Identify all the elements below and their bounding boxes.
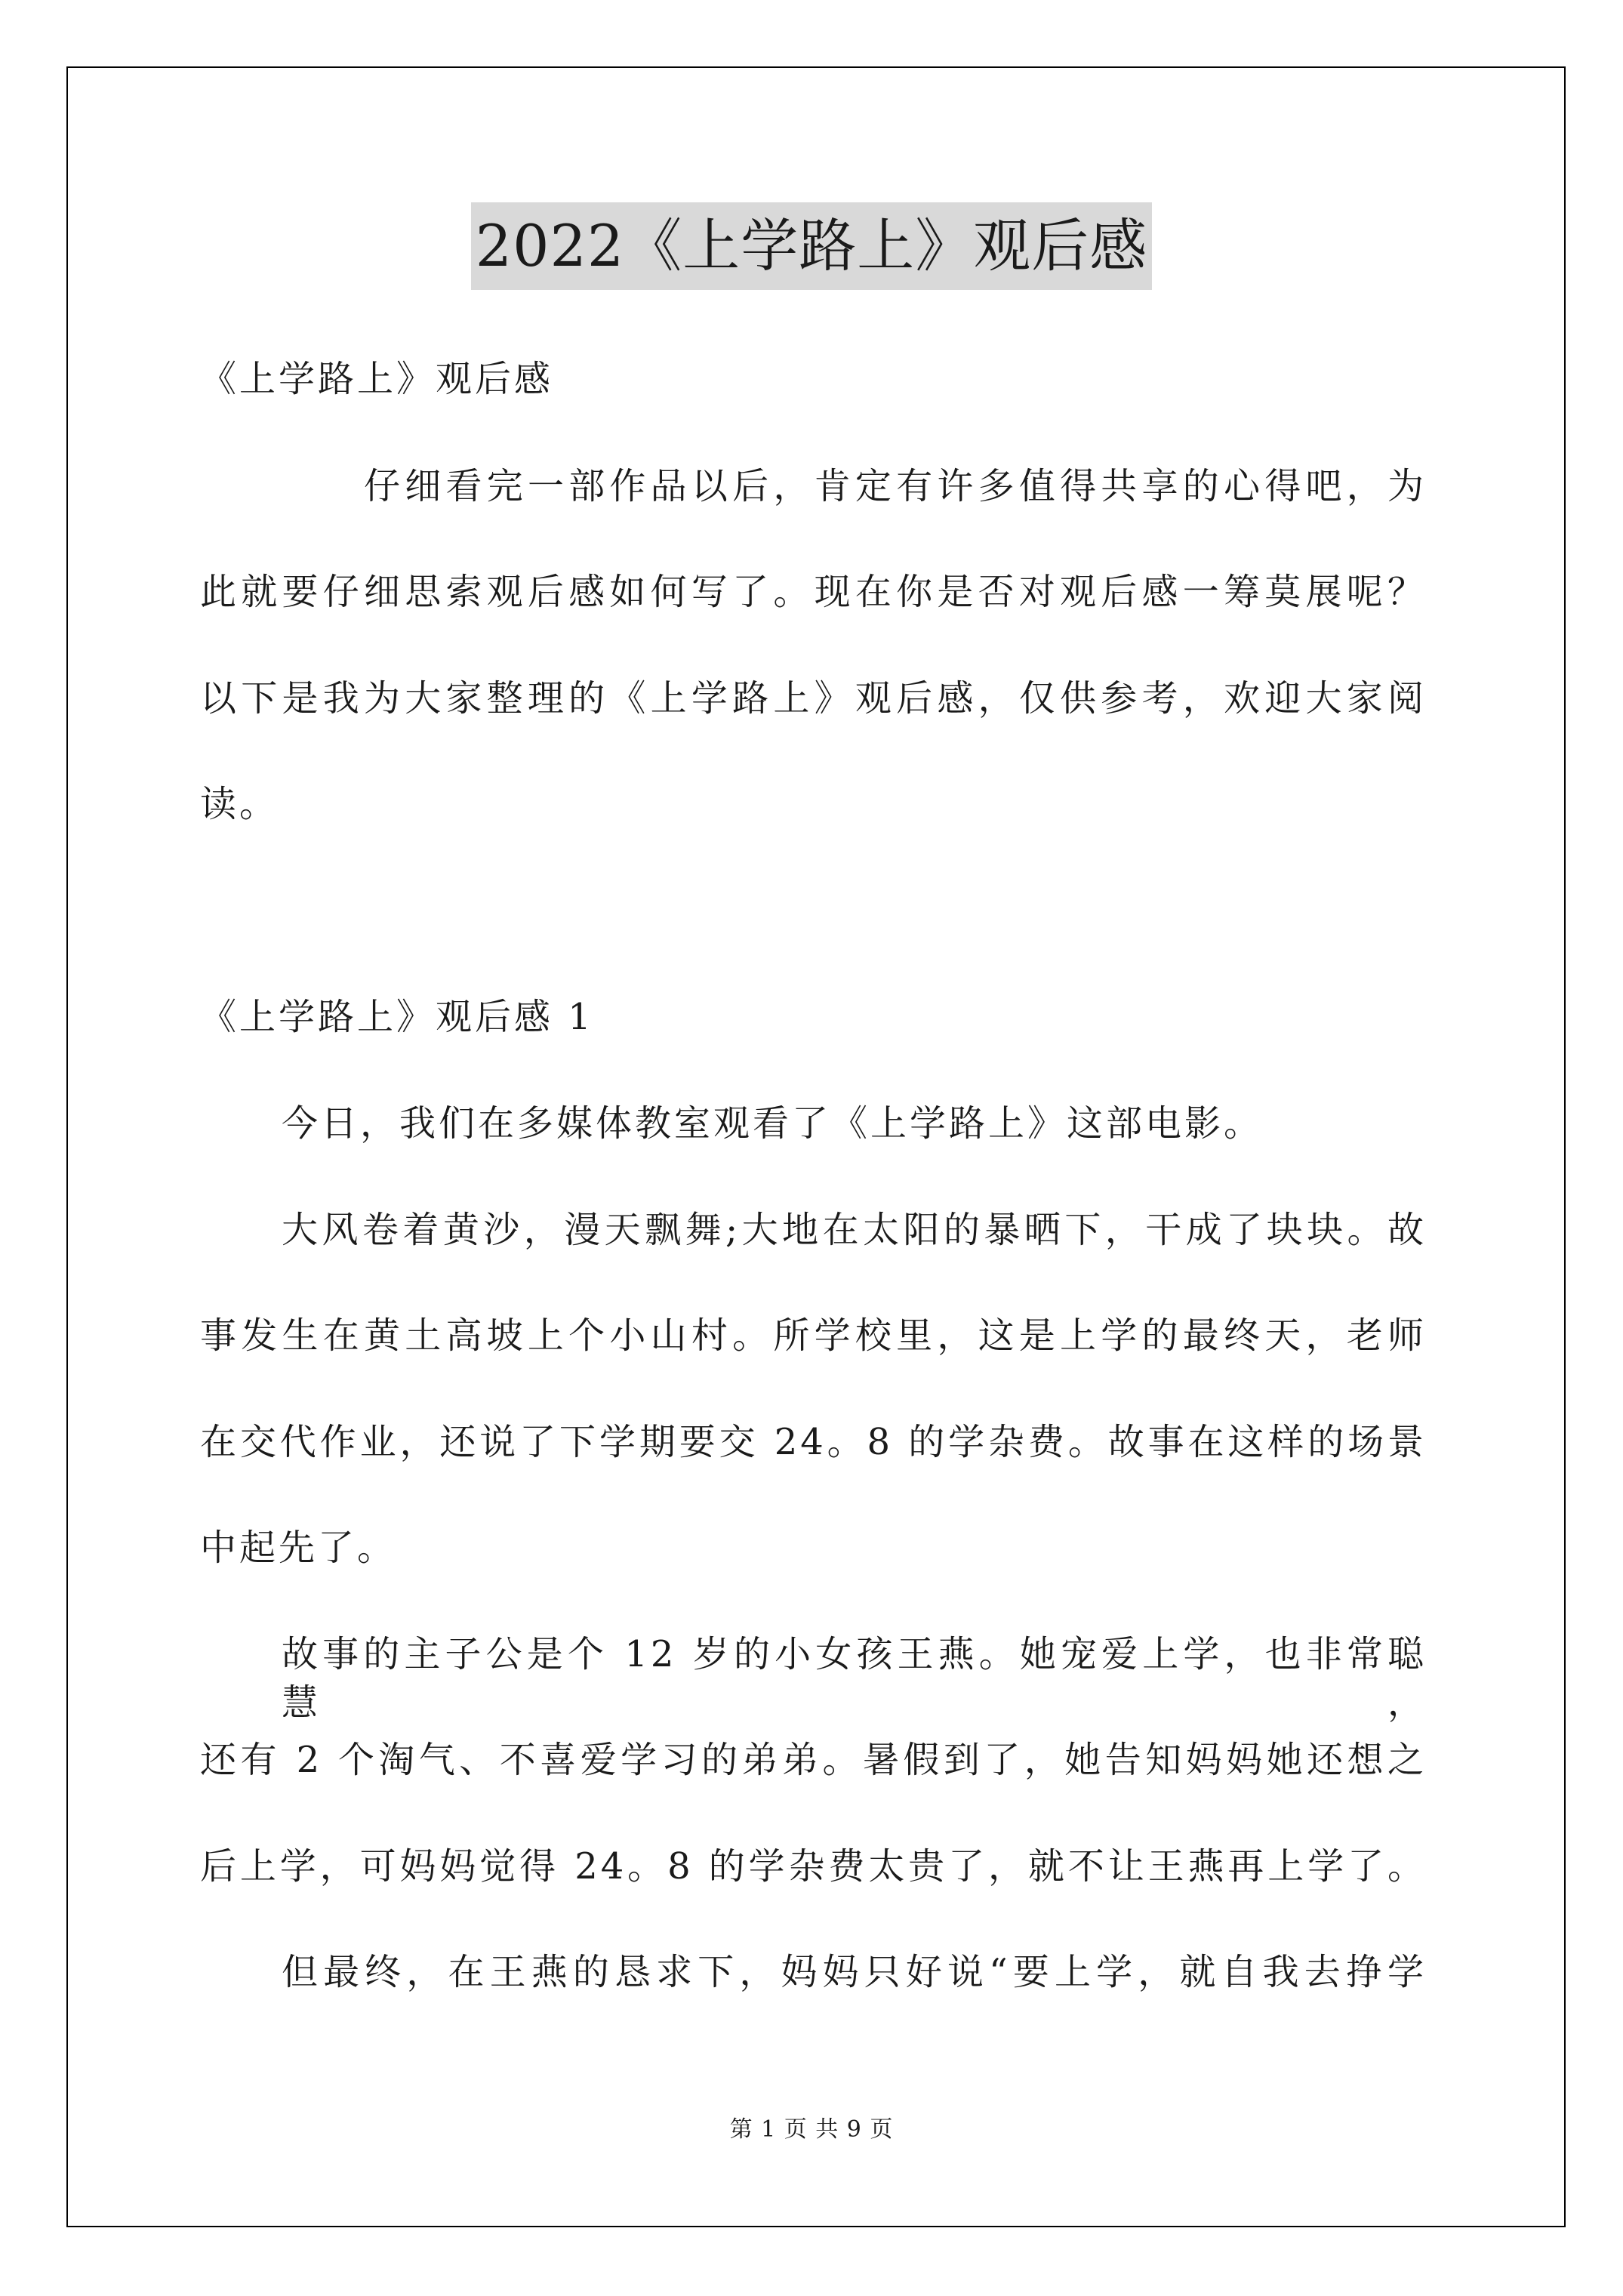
section-heading-intro: 《上学路上》观后感 [200,358,554,400]
document-title: 2022《上学路上》观后感 [471,202,1152,290]
title-container [0,202,1623,290]
paragraph-line: 以下是我为大家整理的《上学路上》观后感，仅供参考，欢迎大家阅 [200,677,1427,720]
paragraph-line: 仔细看完一部作品以后，肯定有许多值得共享的心得吧，为 [364,465,1427,507]
paragraph-line: 后上学，可妈妈觉得 24。8 的学杂费太贵了，就不让王燕再上学了。 [200,1845,1427,1888]
paragraph-line: 读。 [200,783,279,825]
section-heading-1: 《上学路上》观后感 1 [200,996,594,1038]
paragraph-line: 但最终，在王燕的恳求下，妈妈只好说“要上学，就自我去挣学 [282,1951,1427,1993]
paragraph-line: 故事的主子公是个 12 岁的小女孩王燕。她宠爱上学，也非常聪慧， [282,1633,1427,1724]
paragraph-line: 还有 2 个淘气、不喜爱学习的弟弟。暑假到了，她告知妈妈她还想之 [200,1739,1427,1781]
paragraph-line: 中起先了。 [200,1527,397,1569]
paragraph-line: 大风卷着黄沙，漫天飘舞;大地在太阳的暴晒下，干成了块块。故 [282,1209,1427,1251]
paragraph-line: 事发生在黄土高坡上个小山村。所学校里，这是上学的最终天，老师 [200,1314,1427,1357]
paragraph-line: 今日，我们在多媒体教室观看了《上学路上》这部电影。 [282,1102,1264,1145]
page-number-footer: 第 1 页 共 9 页 [729,2116,894,2143]
paragraph-line: 此就要仔细思索观后感如何写了。现在你是否对观后感一筹莫展呢？ [200,571,1427,613]
paragraph-line: 在交代作业，还说了下学期要交 24。8 的学杂费。故事在这样的场景 [200,1421,1427,1463]
